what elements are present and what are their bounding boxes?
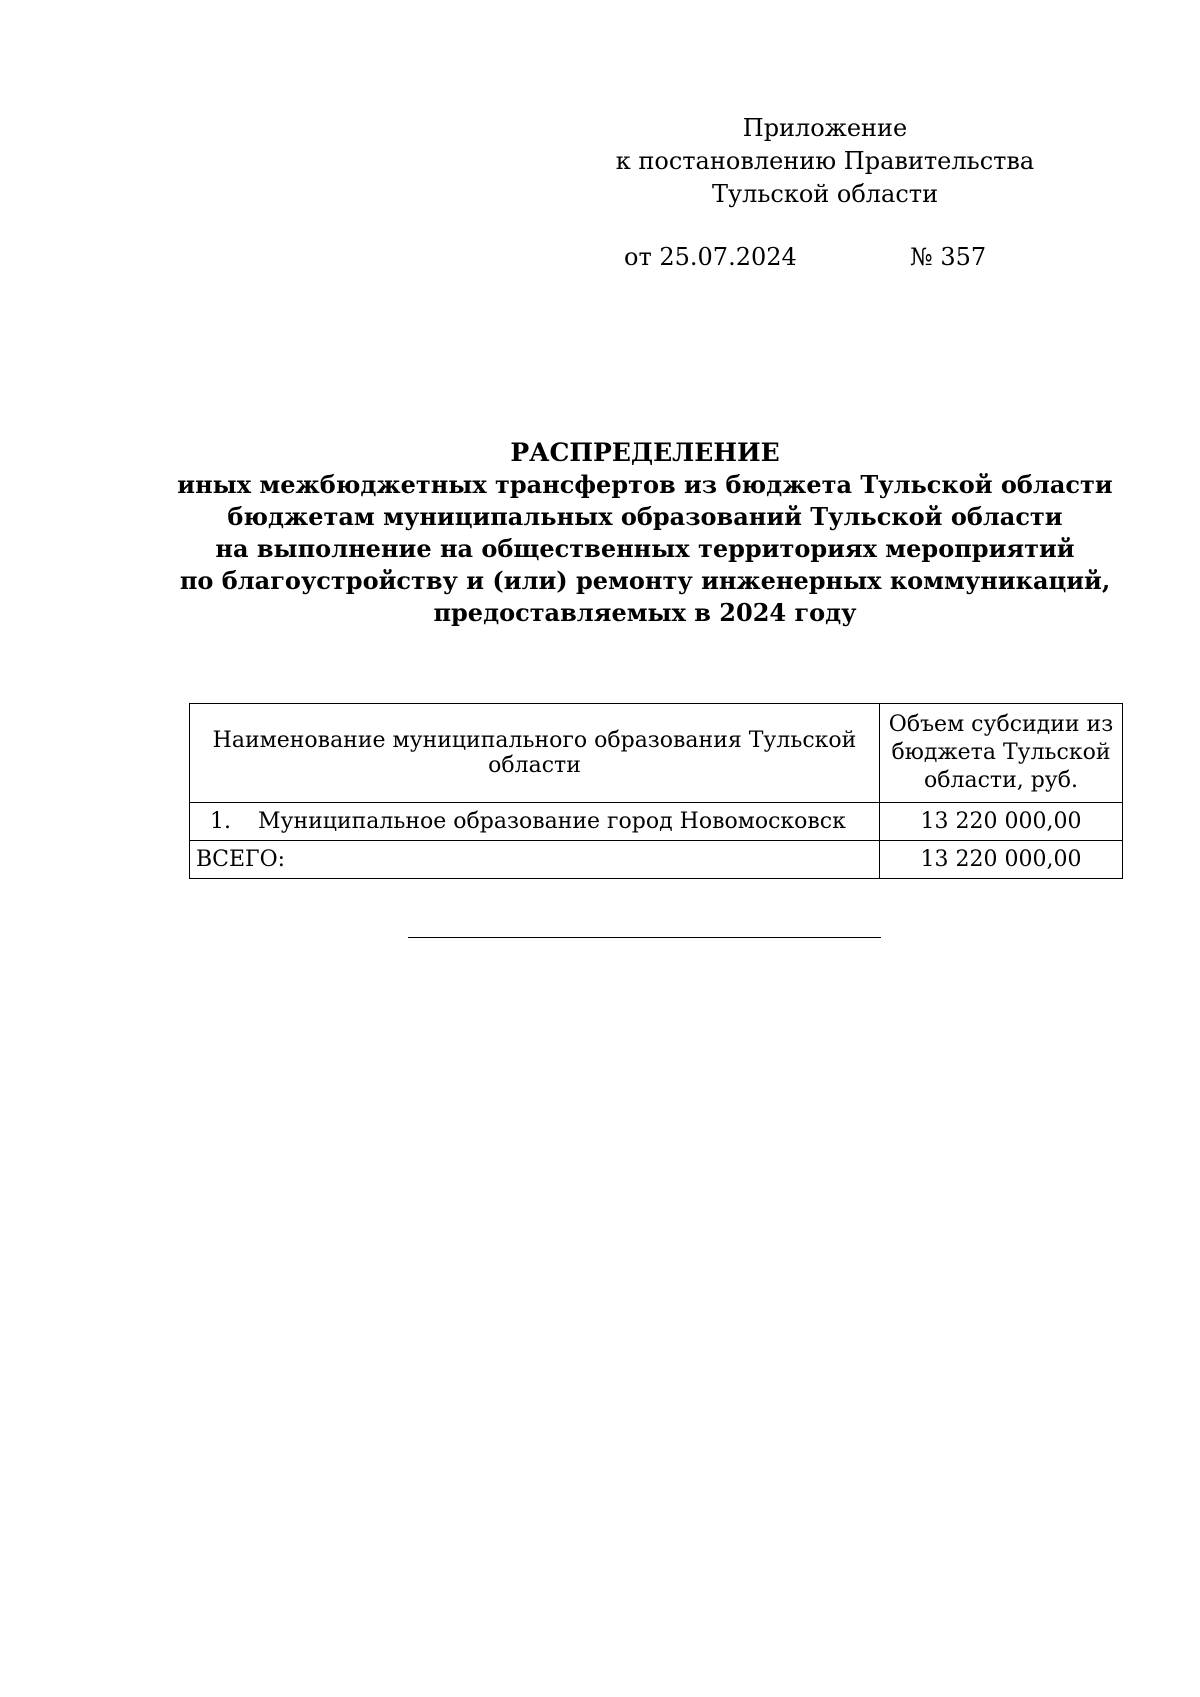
title-line: на выполнение на общественных территориях мероприятий: [215, 534, 1075, 563]
table-header-row: [190, 704, 1123, 803]
appendix-decree-ref: к постановлению Правительства: [615, 147, 1035, 175]
total-amount: 13 220 000,00: [880, 841, 1123, 879]
row-number: 1.: [210, 809, 231, 834]
decree-date: от 25.07.2024: [624, 243, 797, 271]
title-main: РАСПРЕДЕЛЕНИЕ: [510, 438, 780, 467]
header-amount: Объем субсидии из бюджета Тульской области, руб.: [880, 704, 1123, 803]
row-municipality-cell: [190, 803, 880, 841]
row-municipality: Муниципальное образование город Новомосковск: [258, 809, 846, 834]
header-municipality: Наименование муниципального образования Тульской области: [190, 704, 880, 803]
title-line: по благоустройству и (или) ремонту инженерных коммуникаций,: [179, 566, 1111, 595]
appendix-label: Приложение: [742, 114, 908, 142]
total-label: ВСЕГО:: [190, 841, 880, 879]
document-title: [150, 437, 1140, 629]
title-line: предоставляемых в 2024 году: [433, 598, 857, 627]
appendix-region: Тульской области: [711, 180, 939, 208]
appendix-header: [610, 112, 1040, 211]
title-line: бюджетам муниципальных образований Тульской области: [227, 502, 1063, 531]
title-line: иных межбюджетных трансфертов из бюджета Тульской области: [177, 470, 1113, 499]
row-amount: 13 220 000,00: [880, 803, 1123, 841]
decree-number: № 357: [910, 243, 987, 271]
distribution-table: [189, 703, 1123, 879]
table-row: [190, 803, 1123, 841]
table-total-row: [190, 841, 1123, 879]
end-divider: [408, 937, 881, 938]
